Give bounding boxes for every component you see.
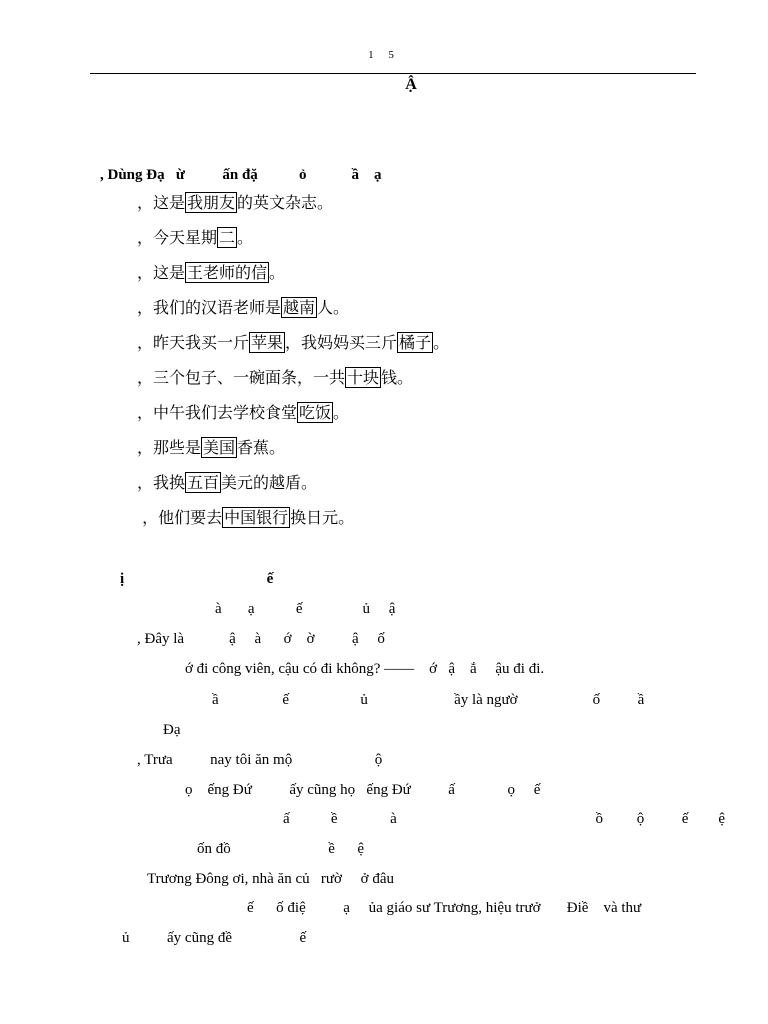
sentence-text: ，昨天我买一斤 <box>137 333 250 352</box>
boxed-word: 二 <box>219 228 236 247</box>
example-sentence-10 <box>137 507 354 529</box>
boxed-word: 王老师的信 <box>187 263 268 282</box>
example-sentence-2 <box>137 227 253 249</box>
section2-line-11: ế ố điệ ạ ủa giáo sư Trương, hiệu trưở Điề và thư <box>247 900 642 916</box>
sentence-text: 。 <box>269 263 286 282</box>
sentence-text: 人。 <box>317 298 350 317</box>
section2-line-1: à ạ ế ủ ậ <box>215 601 396 617</box>
section2-line-8: ấ ề à ồ ộ ế ệ <box>283 811 726 827</box>
sentence-text: 。 <box>333 403 350 422</box>
sentence-text: 换日元。 <box>290 508 355 527</box>
example-sentence-6 <box>137 367 413 389</box>
example-sentence-8 <box>137 437 285 459</box>
sentence-text: 钱。 <box>381 368 414 387</box>
boxed-word: 橘子 <box>399 333 432 352</box>
sentence-text: ，那些是 <box>137 438 202 457</box>
section2-line-3: ớ đi công viên, cậu có đi không? —— ớ ậ ắ ậu đi đi. <box>185 661 545 677</box>
section2-line-4: ầ ế ủ ầy là ngườ ố ầ <box>212 692 645 708</box>
section2-line-6: , Trưa nay tôi ăn mộ ộ <box>137 752 383 768</box>
section2-line-12: ủ ấy cũng đề ế <box>122 930 307 946</box>
boxed-word: 苹果 <box>251 333 284 352</box>
sentence-text: ，我换 <box>137 473 186 492</box>
sentence-text: 美元的越盾。 <box>221 473 318 492</box>
sentence-text: ，三个包子、一碗面条，一共 <box>137 368 346 387</box>
header-rule <box>90 73 696 74</box>
boxed-word: 越南 <box>283 298 316 317</box>
boxed-word: 美国 <box>203 438 236 457</box>
section2-line-5: Đạ <box>163 722 181 738</box>
example-sentence-5 <box>137 332 449 354</box>
example-sentence-9 <box>137 472 317 494</box>
example-sentence-3 <box>137 262 285 284</box>
sentence-text: 香蕉。 <box>237 438 286 457</box>
boxed-word: 吃饭 <box>299 403 332 422</box>
section2-line-9: ốn đồ ề ệ <box>197 841 365 857</box>
example-sentence-7 <box>137 402 349 424</box>
sentence-text: ，中午我们去学校食堂 <box>137 403 298 422</box>
sentence-text: 。 <box>237 228 254 247</box>
sentence-text: 的英文杂志。 <box>237 193 334 212</box>
section1-title: , Dùng Đạ ừ ấn đặ ỏ ầ ạ <box>100 167 382 183</box>
sentence-text: ，他们要去 <box>137 508 223 527</box>
section2-line-2: , Đây là ậ à ớ ờ ậ ố <box>137 631 385 647</box>
boxed-word: 我朋友 <box>187 193 236 212</box>
sentence-text: ，今天星期 <box>137 228 218 247</box>
sentence-text: ，这是 <box>137 193 186 212</box>
boxed-word: 中国银行 <box>224 508 289 527</box>
sentence-text: ，这是 <box>137 263 186 282</box>
boxed-word: 五百 <box>187 473 220 492</box>
page-heading: Ậ <box>405 76 417 93</box>
boxed-word: 十块 <box>347 368 380 387</box>
page-number: 1 5 <box>368 49 400 61</box>
section2-line-7: ọ ếng Đứ ấy cũng họ ếng Đứ ấ ọ ế <box>185 782 541 798</box>
sentence-text: 。 <box>433 333 450 352</box>
section2-title: ị ế <box>120 571 274 587</box>
example-sentence-1 <box>137 192 333 214</box>
section2-line-10: Trương Đông ơi, nhà ăn củ rườ ở đâu <box>147 871 394 887</box>
sentence-text: ，我妈妈买三斤 <box>285 333 398 352</box>
sentence-text: ，我们的汉语老师是 <box>137 298 282 317</box>
example-sentence-4 <box>137 297 349 319</box>
